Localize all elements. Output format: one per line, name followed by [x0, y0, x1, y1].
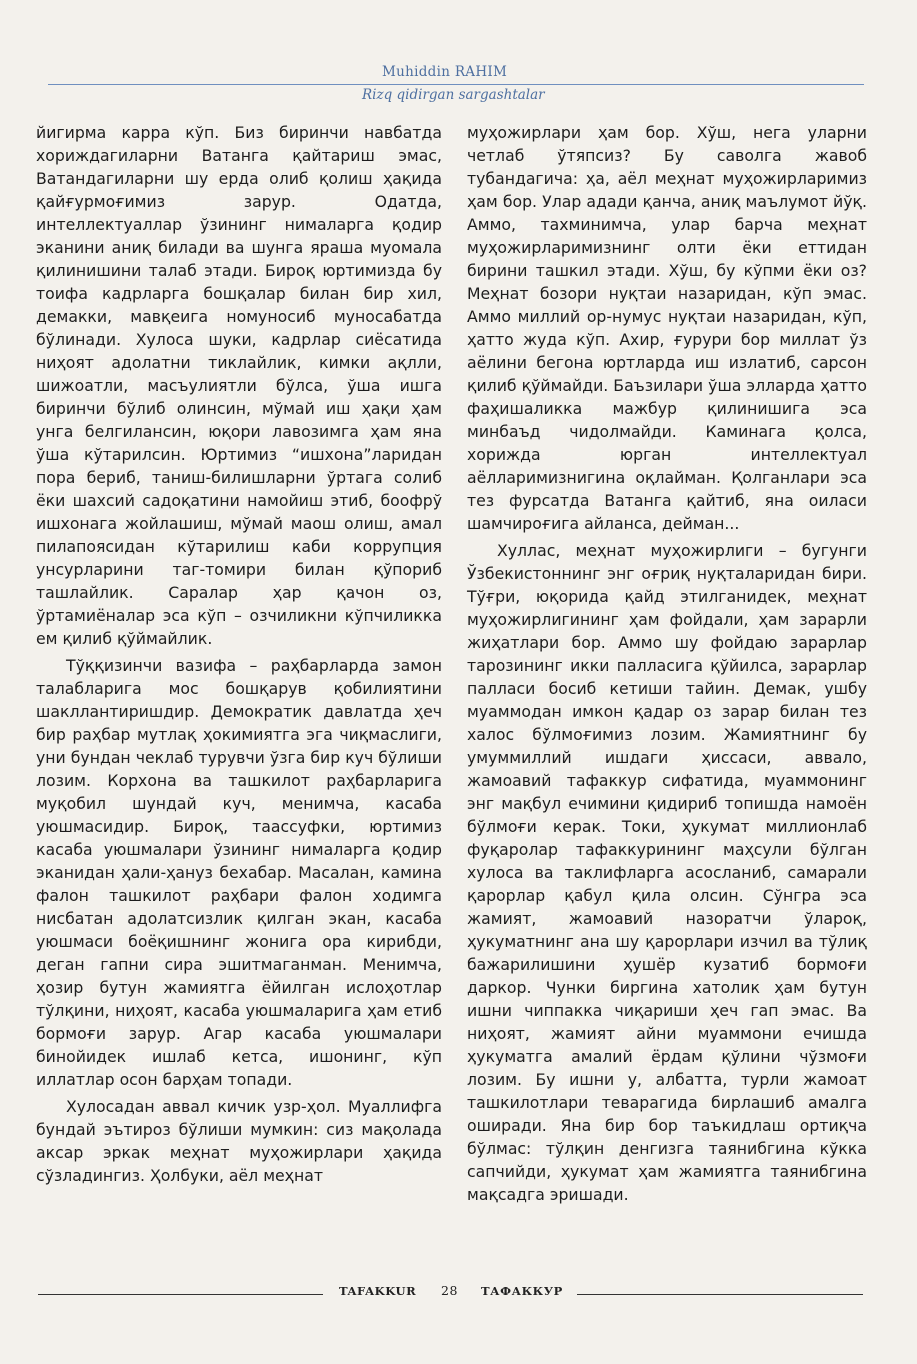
paragraph: Тўққизинчи вазифа – раҳбарларда замон талабларига мос бошқарув қобилиятини шакллантиришдир. Демократик давлатда ҳеч бир раҳбар мутлақ ҳокимиятга эга чиқмаслиги, уни бундан чеклаб турувчи ўзга бир куч бўлиши лозим. Корхона ва ташкилот раҳбарларига муқобил шундай куч, менимча, касаба уюшмасидир. Бироқ, таассуфки, юртимиз касаба уюшмалари ўзининг нималарга қодир эканидан ҳали-ҳануз бехабар. Масалан, камина фалон ташкилот раҳбари фалон ходимга нисбатан адолатсизлик қилган экан, касаба уюшмаси боёқишнинг жонига ора кирибди, деган гапни сира эшитмаганман. Менимча, ҳозир бутун жамиятга ёйилган ислоҳотлар тўлқини, ниҳоят, касаба уюшмаларига ҳам етиб бормоғи зарур. Агар касаба уюшмалари бинойидек ишлаб кетса, ишонинг, кўп иллатлар осон барҳам топади.: [36, 656, 442, 1089]
paragraph: Хуллас, меҳнат муҳожирлиги – бугунги Ўзбекистоннинг энг оғриқ нуқталаридан бири. Тўғри, юқорида қайд этилганидек, меҳнат муҳожирлигининг ҳам фойдали, ҳам зарарли жиҳатлари бор. Аммо шу фойдаю зарарлар тарозининг икки палласига қўйилса, зарарлар палласи босиб кетиши тайин. Демак, ушбу муаммодан имкон қадар оз зарар билан тез халос бўлмоғимиз лозим. Жамиятнинг бу умуммиллий ишдаги ҳиссаси, аввало, жамоавий тафаккур сифатида, муаммонинг энг мақбул ечимини қидириб топишда намоён бўлмоғи керак. Токи, ҳукумат миллионлаб фуқаролар тафаккурининг маҳсули бўлган хулоса ва таклифларга асосланиб, самарали қарорлар қабул қила олсин. Сўнгра эса жамият, жамоавий назоратчи ўлароқ, ҳукуматнинг ана шу қарорлари изчил ва тўлиқ бажарилишини ҳушёр кузатиб бормоғи даркор. Чунки биргина хатолик ҳам бутун ишни чиппакка чиқариши ҳеч гап эмас. Ва ниҳоят, жамият айни муаммони ечишда ҳукуматга амалий ёрдам қўлини чўзмоғи лозим. Бу ишни у, албатта, турли жамоат ташкилотлари теварагида бирлашиб амалга оширади. Яна бир бор таъкидлаш ортиқча бўлмас: тўлқин денгизга таянибгина кўкка сапчийди, ҳукумат ҳам жамиятга таянибгина мақсадга эришади.: [467, 541, 867, 1204]
paragraph: Хулосадан аввал кичик узр-ҳол. Муаллифга бундай эътироз бўлиши мумкин: сиз мақолада аксар эркак меҳнат муҳожирлари ҳақида сўзладингиз. Ҳолбуки, аёл меҳнат: [36, 1097, 442, 1185]
header-rule: [48, 84, 864, 85]
header-author: Muhiddin RAHIM: [382, 64, 508, 80]
page-footer: [0, 1280, 917, 1308]
paragraph: йигирма карра кўп. Биз биринчи навбатда хориждагиларни Ватанга қайтариш эмас, Ватандагиларни шу ерда олиб қолиш ҳақида қайғурмоғимиз зарур. Одатда, интеллектуаллар ўзининг нималарга қодир эканини аниқ билади ва шунга яраша муомала қилинишини талаб этади. Бироқ юртимизда бу тоифа кадрларга бошқалар билан бир хил, демакки, мавқеига номуносиб муносабатда бўлинади. Хулоса шуки, кадрлар сиёсатида ниҳоят адолатни тиклайлик, кимки ақлли, шижоатли, масъулиятли бўлса, ўша ишга биринчи бўлиб олинсин, мўмай иш ҳақи ҳам унга белгилансин, юқори лавозимга ҳам яна ўша кўтарилсин. Юртимиз “ишхона”ларидан пора бериб, таниш-билишларни ўртага солиб ёки шахсий садоқатини намойиш этиб, боофрў ишхонага жойлашиш, мўмай маош олиш, амал пилапоясидан кўтарилиш каби коррупция унсурларини таг-томири билан қўпориб ташлайлик. Саралар ҳар қачон оз, ўртамиёналар эса кўп – озчиликни кўпчиликка ем қилиб қўймайлик.: [36, 123, 442, 648]
paragraph: муҳожирлари ҳам бор. Хўш, нега уларни четлаб ўтяпсиз? Бу саволга жавоб тубандагича: ҳа, аёл меҳнат муҳожирларимиз ҳам бор. Улар адади қанча, аниқ маълумот йўқ. Аммо, тахминимча, улар барча меҳнат муҳожирларимизнинг олти ёки еттидан бирини ташкил этади. Хўш, бу кўпми ёки оз? Меҳнат бозори нуқтаи назаридан, кўп эмас. Аммо миллий ор-нумус нуқтаи назаридан, кўп, ҳатто жуда кўп. Ахир, ғурури бор миллат ўз аёлини бегона юртларда иш излатиб, сарсон қилиб қўймайди. Баъзилари ўша элларда ҳатто фаҳишаликка мажбур қилинишига эса минбаъд чидолмайди. Каминага қолса, хорижда юрган интеллектуал аёлларимизнигина оқлайман. Қолганлари эса тез фурсатда Ватанга қайтиб, яна оиласи шамчироғига айланса, дейман...: [467, 123, 867, 533]
footer-label-latin: TAFAKKUR: [339, 1284, 417, 1298]
footer-label-cyrillic: ТАФАККУР: [481, 1284, 563, 1298]
header-subtitle: Rizq qidirgan sargashtalar: [362, 87, 545, 103]
footer-rule-right: [577, 1294, 863, 1295]
page-number: 28: [441, 1283, 459, 1298]
left-text-column: [36, 121, 442, 1187]
right-text-column: [467, 121, 867, 1206]
footer-rule-left: [38, 1294, 323, 1295]
